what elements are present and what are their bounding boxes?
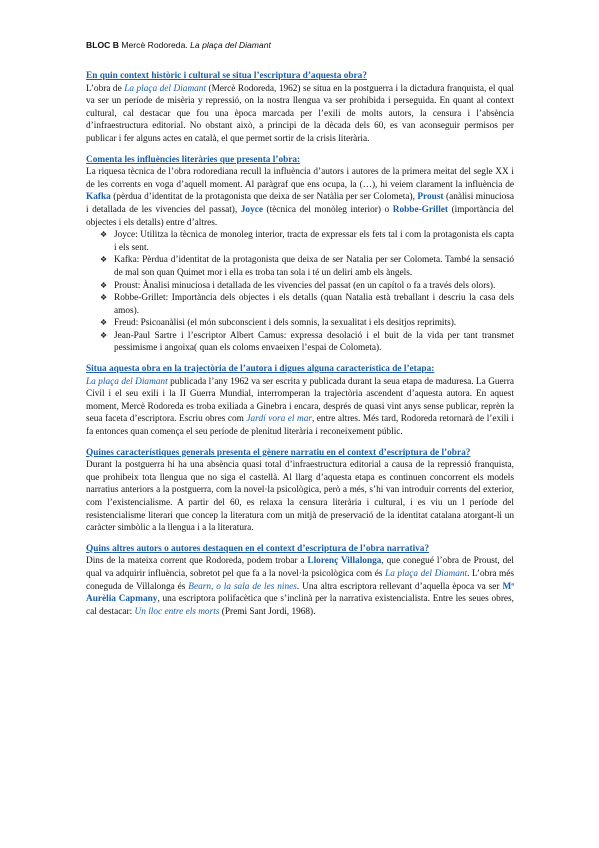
text-run: publicada l’any 1962 va ser escrita y publicada durant la seua etapa de maduresa. La Guerra Civil i el seu exili i la II Guerra Mundial, interromperan la trajectòria ascendent d’aquesta autora. En aquest moment, Mercè Rodoreda es troba exiliada a Ginebra i encara, després de quasi vint anys sense publicar, reprèn la seua faceta d’escriptora. Escriu obres com bbox=[86, 376, 515, 425]
diamond-bullet-icon: ❖ bbox=[100, 330, 108, 340]
text-run: (Mercè Rodoreda, 1962) se situa en la postguerra i la dictadura franquista, el qual va ser un període de misèria y repressió, on la nostra llengua va ser prohibida i perseguida. En quant al context cultural, cal destacar que fou una època marcada per l’exili de molts autors, la censura i l’absència d’infraestructura editorial. No obstant això, a principi de la dècada dels 60, es van aconseguir permisos per publicar i fer alguns actes en català, el que permet sortir de la crisis literària. bbox=[86, 83, 515, 144]
section-context bbox=[86, 70, 514, 146]
text-run: L’obra de bbox=[86, 83, 125, 94]
author-name: Mª Aurèlia Capmany bbox=[86, 581, 514, 605]
text-run: Dins de la mateixa corrent que Rodoreda, podem trobar a bbox=[86, 556, 308, 567]
text-run: (Premi Sant Jordi, 1968). bbox=[219, 606, 316, 617]
book-title: Un lloc entre els morts bbox=[134, 606, 220, 617]
answer-paragraph: Durant la postguerra hi ha una absència quasi total d’infraestructura editorial a causa de la repressió franquista, que prohibeix tota llengua que no siga el castellà. Al llarg d’aquesta etapa es continuen concorrent els models narratius anteriors a la postguerra, com la novel·la psicològica, però a més, s’hi van introduir corrents del exterior, com l’existencialisme. A partir del 60, es relaxa la censura literària i cultural, i es viu un l període del resistencialisme literari que concep la literatura com un mitjà de preservació de la identitat catalana atorgant-li un caràcter simbòlic a la llengua i a la literatura. bbox=[86, 460, 514, 534]
text-run: , entre altres. Més tard, Rodoreda retornarà de l’exili i fa entonces quan comença el seu període de plenitud literària i reconeixement públic. bbox=[86, 414, 514, 438]
document-body bbox=[86, 70, 514, 626]
list-item-text: Freud: Psicoanàlisi (el món subconscient i dels somnis, la sexualitat i els desitjos reprimits). bbox=[114, 318, 457, 329]
header-title: La plaça del Diamant bbox=[190, 40, 271, 50]
list-item-text: Proust: Ànalisi minuciosa i detallada de les vivencies del passat (en un capítol o fa a través dels olors). bbox=[114, 280, 496, 291]
list-item bbox=[100, 292, 514, 317]
question-heading: Quins altres autors o autores destaquen en el context d’escriptura de l’obra narrativa? bbox=[86, 543, 430, 554]
diamond-bullet-icon: ❖ bbox=[100, 230, 108, 240]
text-run: . L’obra més coneguda de Villalonga és bbox=[86, 568, 515, 592]
header-bloc: BLOC B bbox=[86, 40, 119, 50]
author-name: Kafka bbox=[86, 192, 111, 203]
section-trajectory bbox=[86, 363, 514, 439]
text-run: (tècnica del monòleg interior) o bbox=[262, 204, 393, 215]
author-name: Llorenç Villalonga bbox=[307, 556, 382, 567]
diamond-bullet-icon: ❖ bbox=[100, 293, 108, 303]
list-item bbox=[100, 280, 514, 293]
diamond-bullet-icon: ❖ bbox=[100, 318, 108, 328]
influence-list bbox=[86, 229, 514, 355]
section-influences bbox=[86, 154, 514, 356]
question-heading: Comenta les influències literàries que presenta l’obra: bbox=[86, 154, 301, 165]
header-author: Mercè Rodoreda. bbox=[121, 40, 188, 50]
list-item-text: Kafka: Pèrdua d’identitat de la protagonista que deixa de ser Natalia per ser Colometa. També la sensació de mal son quan Quimet mor i ella es troba tan sola i té un deliri amb els àngels. bbox=[114, 255, 514, 278]
list-item-text: Jean-Paul Sartre i l’escriptor Albert Camus: expressa desolació i el buit de la vida per tant transmet pessimisme i angoixa( quan els coloms envaeixen l’espai de Colometa). bbox=[114, 330, 514, 354]
answer-paragraph bbox=[86, 555, 514, 618]
list-item bbox=[100, 254, 514, 279]
list-item-text: Joyce: Utilitza la tècnica de monoleg interior, tracta de expressar els fets tal i com la protagonista els capta i els sent. bbox=[114, 230, 514, 253]
book-title: Jardí vora el mar bbox=[246, 414, 312, 425]
question-heading: Quines característiques generals presenta el gènere narratiu en el context d’escriptura de l’obra? bbox=[86, 447, 471, 458]
book-title: La plaça del Diamant bbox=[86, 376, 168, 387]
list-item bbox=[100, 330, 514, 355]
diamond-bullet-icon: ❖ bbox=[100, 280, 108, 290]
text-run: (pèrdua d’identitat de la protagonista que deixa de ser Natàlia per ser Colometa), bbox=[110, 192, 418, 203]
text-run: , una escriptora polifacètica que s’inclinà per la narrativa existencialista. Entre les seues obres, cal destacar: bbox=[86, 594, 514, 617]
text-run: . Una altra escriptora rellevant d’aquella època va ser bbox=[296, 581, 503, 592]
author-name: Robbe-Grillet bbox=[392, 204, 449, 215]
text-run: (anàlisi minuciosa i detallada de les vivencies del passat), bbox=[86, 192, 514, 215]
list-item-text: Robbe-Grillet: Importància dels objectes i els detalls (quan Natalia està treballant i descriu la casa dels amos). bbox=[114, 293, 514, 316]
book-title: La plaça del Diamant bbox=[124, 83, 207, 94]
answer-paragraph bbox=[86, 376, 514, 439]
section-other-authors bbox=[86, 543, 514, 619]
page-header bbox=[86, 40, 271, 50]
author-name: Proust bbox=[417, 192, 444, 203]
section-genre bbox=[86, 447, 514, 535]
answer-paragraph bbox=[86, 83, 514, 146]
diamond-bullet-icon: ❖ bbox=[100, 255, 108, 265]
list-item bbox=[100, 229, 514, 254]
answer-paragraph bbox=[86, 166, 514, 229]
author-name: Joyce bbox=[240, 204, 263, 215]
book-title: Bearn, o la sala de les nines bbox=[188, 581, 297, 592]
text-run: (importància del objectes i els detalls) entre d’altres. bbox=[86, 204, 514, 228]
question-heading: En quin context històric i cultural se situa l’escriptura d’aquesta obra? bbox=[86, 71, 367, 81]
text-run: , que conegué l’obra de Proust, del qual va adquirir influència, sobretot pel que fa a la novel·la psicològica com és bbox=[86, 556, 515, 579]
text-run: La riquesa tècnica de l’obra rodorediana recull la influència d’autors i autores de la primera meitat del segle XX i de les corrents en voga d’aquell moment. Al paràgraf que ens ocupa, la (…), hi veiem clarament la influència de bbox=[86, 167, 514, 190]
book-title: La plaça del Diamant bbox=[385, 568, 468, 579]
question-heading: Situa aquesta obra en la trajectòria de l’autora i digues alguna característica de l’etapa: bbox=[86, 364, 435, 375]
list-item bbox=[100, 317, 514, 330]
